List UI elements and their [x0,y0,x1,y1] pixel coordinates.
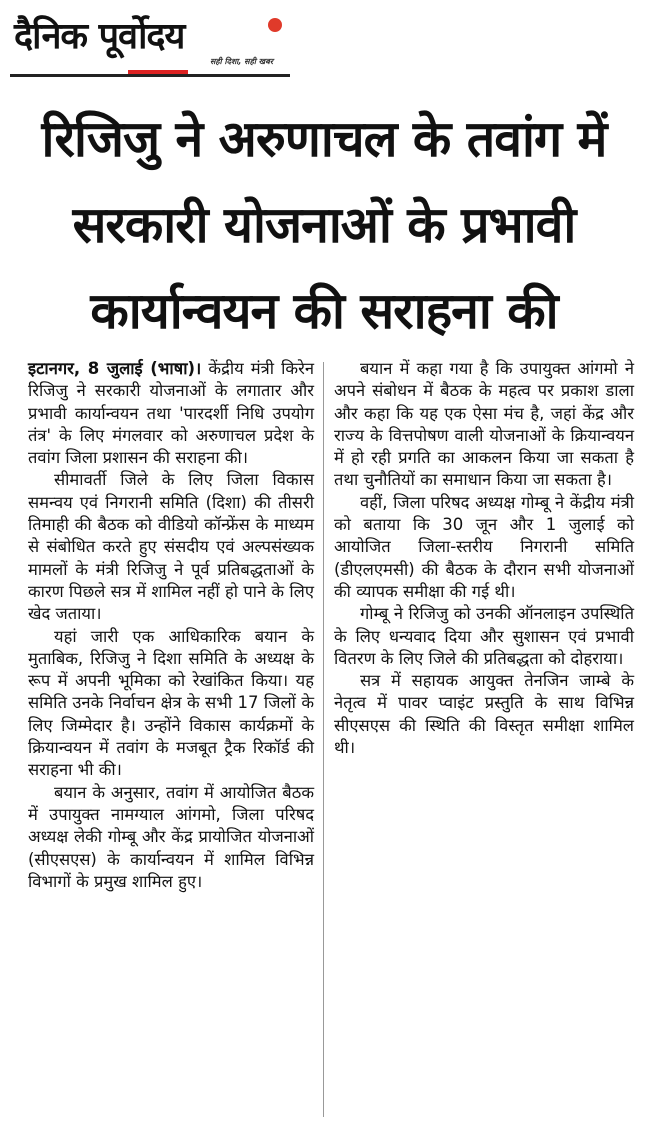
article-paragraph-2: सीमावर्ती जिले के लिए जिला विकास समन्वय एवं निगरानी समिति (दिशा) की तीसरी तिमाही की बैठक को वीडियो कॉन्फ्रेंस के माध्यम से संबोधित करते हुए संसदीय एवं अल्पसंख्यक मामलों के मंत्री रिजिजु ने पूर्व प्रतिबद्धताओं के कारण पिछले सत्र में शामिल नहीं हो पाने के लिए खेद जताया। [28,470,314,624]
article-paragraph-4: बयान के अनुसार, तवांग में आयोजित बैठक में उपायुक्त नामग्याल आंगमो, जिला परिषद अध्यक्ष लेकी गोम्बू और केंद्र प्रायोजित योजनाओं (सीएसएस) के कार्यान्वयन में शामिल विभिन्न विभागों के प्रमुख शामिल हुए। [28,782,314,891]
column-divider [323,362,324,1117]
article-paragraph-1-text: केंद्रीय मंत्री किरेन रिजिजु ने सरकारी योजनाओं के लगातार और प्रभावी कार्यान्वयन तथा 'पारदर्शी निधि उपयोग तंत्र' के लिए मंगलवार को अरुणाचल प्रदेश के तवांग जिला प्रशासन की सराहना की। [28,359,314,468]
article-paragraph-7: गोम्बू ने रिजिजु को उनकी ऑनलाइन उपस्थिति के लिए धन्यवाद दिया और सुशासन एवं प्रभावी वितरण के लिए जिले की प्रतिबद्धता को दोहराया। [334,604,634,668]
headline-line-1: रिजिजु ने अरुणाचल के तवांग में [41,110,607,168]
dateline: इटानगर, 8 जुलाई (भाषा)। [28,359,202,378]
article-column-left [28,358,314,893]
masthead-tagline: सही दिशा, सही खबर [210,57,274,66]
headline-line-2: सरकारी योजनाओं के प्रभावी [72,196,576,254]
headline-line-3: कार्यान्वयन की सराहना की [90,282,558,340]
headline [0,96,648,354]
article-column-right [334,358,634,759]
article-paragraph-8: सत्र में सहायक आयुक्त तेनजिन जाम्बे के नेतृत्व में पावर प्वाइंट प्रस्तुति के साथ विभिन्न सीएसएस की स्थिति की विस्तृत समीक्षा शामिल थी। [334,671,634,758]
article-paragraph-6: वहीं, जिला परिषद अध्यक्ष गोम्बू ने केंद्रीय मंत्री को बताया कि 30 जून और 1 जुलाई को आयोजित जिला-स्तरीय निगरानी समिति (डीएलएमसी) की बैठक के दौरान सभी योजनाओं की व्यापक समीक्षा की गई थी। [334,492,634,601]
masthead-rule [10,74,290,77]
article-paragraph-1 [28,358,314,469]
article-paragraph-5: बयान में कहा गया है कि उपायुक्त आंगमो ने अपने संबोधन में बैठक के महत्व पर प्रकाश डाला और कहा कि यह एक ऐसा मंच है, जहां केंद्र और राज्य के वित्तपोषण वाली योजनाओं के क्रियान्वयन में हो रही प्रगति का आकलन किया जा सकता है तथा चुनौतियों का समाधान किया जा सकता है। [334,359,634,490]
article-paragraph-3: यहां जारी एक आधिकारिक बयान के मुताबिक, रिजिजु ने दिशा समिति के अध्यक्ष के रूप में अपनी भूमिका को रेखांकित किया। यह समिति उनके निर्वाचन क्षेत्र के सभी 17 जिलों के लिए जिम्मेदार है। उन्होंने विकास कार्यक्रमों के क्रियान्वयन में तवांग के मजबूत ट्रैक रिकॉर्ड की सराहना भी की। [28,626,314,780]
masthead-title: दैनिक पूर्वोदय [14,16,185,57]
masthead [10,4,290,74]
masthead-logo-dot [268,18,282,32]
